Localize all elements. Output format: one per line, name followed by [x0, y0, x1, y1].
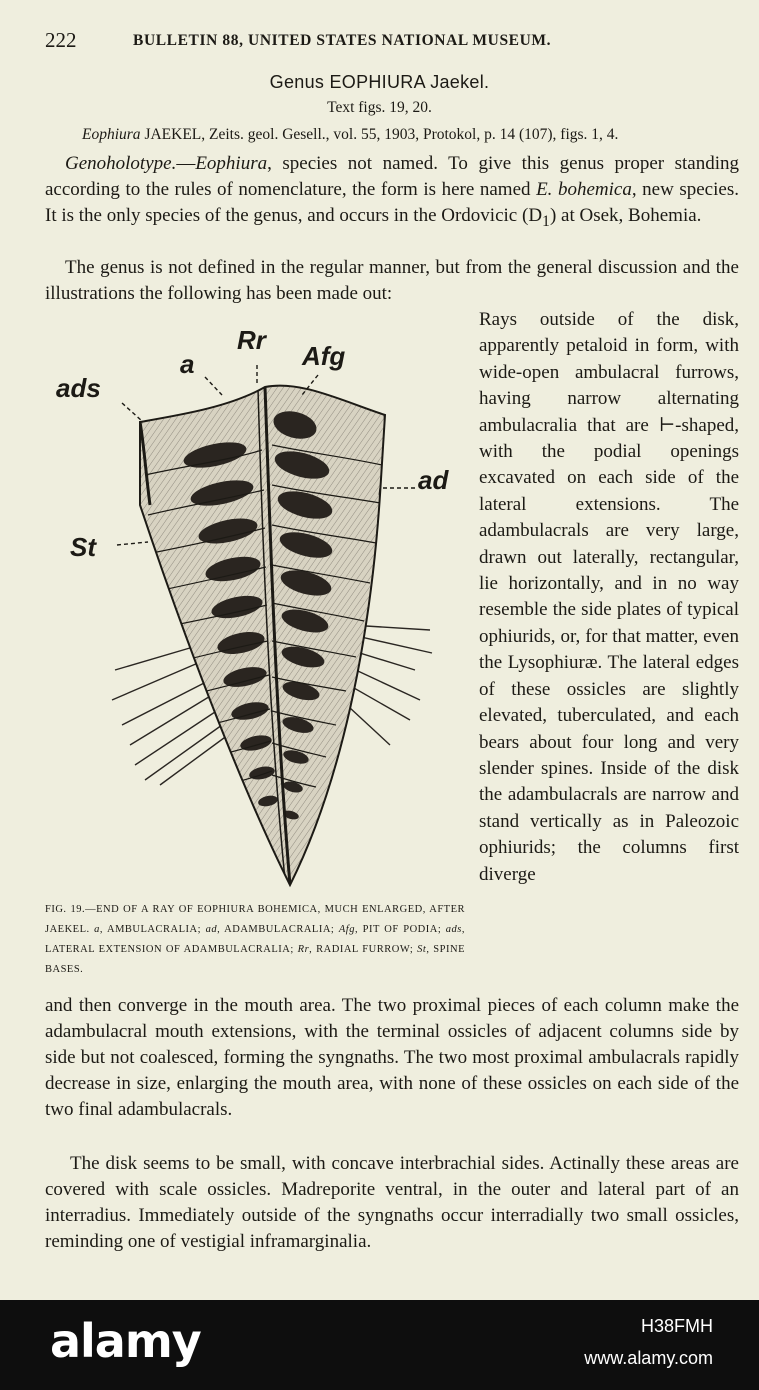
paragraph-definition-intro: The genus is not defined in the regular manner, but from the general discussion and the illustrations the following has been made out: — [45, 257, 739, 304]
species-name: E. bohemica — [536, 179, 632, 200]
wrapped-text-column: Rays outside of the disk, apparently petaloid in form, with wide-open ambulacral furrows, having narrow alternating ambulacralia that are ⊢-shaped, with the podial openings excavated on each side of the lateral extensions. The adambulacrals are very large, drawn out laterally, rectangular, lie horizontally, and in no way resemble the side plates of typical ophiurids, or, for that matter, even the Lysophiuræ. The lateral edges of these ossicles are slightly elevated, tuberculated, and each bears about four long and very slender spines. Inside of the disk the adambulacrals are narrow and stand vertically as in Paleozoic ophiurids; the columns first diverge — [479, 309, 739, 885]
citation-genus: Eophiura — [82, 126, 141, 143]
label-afg: Afg — [302, 341, 346, 371]
label-ads: ads — [56, 373, 101, 403]
citation — [82, 126, 618, 144]
citation-rest: JAEKEL, Zeits. geol. Gesell., vol. 55, 1903, Protokol, p. 14 (107), figs. 1, 4. — [140, 126, 619, 143]
genus-name: Eophiura — [195, 153, 268, 174]
paragraph-genoholotype: Genoholotype.—Eophiura, species not named. To give this genus proper standing according to the rules of nomenclature, the form is here named E. bohemica, new species. It is the only species of the genus, and occurs in the Ordovicic $(D_1)$ at Osek, Bohemia. — [45, 153, 739, 230]
paragraph-definition-continued: and then converge in the mouth area. The two proximal pieces of each column make the adambulacral mouth extensions, with the terminal ossicles of adjacent columns side by side but not coalesced, forming the syngnaths. The two most proximal ambulacrals rapidly decrease in size, enlarging the mouth area, with none of these ossicles on each side of the two final adambulacrals. — [45, 995, 739, 1120]
ossicles — [130, 385, 390, 895]
image-id: H38FMH — [640, 1316, 713, 1336]
paragraph-disk: The disk seems to be small, with concave interbrachial sides. Actinally these areas are covered with scale ossicles. Madreporite ventral, in the outer and lateral part of an interradius. Immediately outside of the syngnaths occur interradially two small ossicles, reminding one of vestigial inframarginalia. — [45, 1153, 739, 1252]
genus-heading: Genus EOPHIURA Jaekel. — [269, 72, 490, 92]
page-number: 222 — [45, 28, 77, 52]
watermark-footer — [0, 1300, 759, 1390]
label-a: a — [180, 349, 195, 379]
running-head: BULLETIN 88, UNITED STATES NATIONAL MUSEUM. — [133, 32, 552, 49]
label-st: St — [70, 532, 96, 562]
figure-19 — [40, 325, 465, 895]
label-rr: Rr — [237, 325, 266, 355]
ray-illustration — [40, 325, 465, 895]
alamy-logo: alamy — [50, 1314, 201, 1368]
text-figs-reference: Text figs. 19, 20. — [327, 99, 432, 116]
page-header — [45, 28, 735, 56]
site-url: www.alamy.com — [584, 1348, 713, 1368]
figure-caption: FIG. 19.—END OF A RAY OF EOPHIURA BOHEMICA, MUCH ENLARGED, AFTER JAEKEL. a, AMBULACRALIA; ad, ADAMBULACRALIA; Afg, PIT OF PODIA; ads, LATERAL EXTENSION OF ADAMBULACRALIA; Rr, RADIAL FURROW; St, SPINE BASES. — [45, 904, 465, 975]
label-ad: ad — [418, 465, 449, 495]
genoholotype-label: Genoholotype. — [65, 153, 177, 174]
